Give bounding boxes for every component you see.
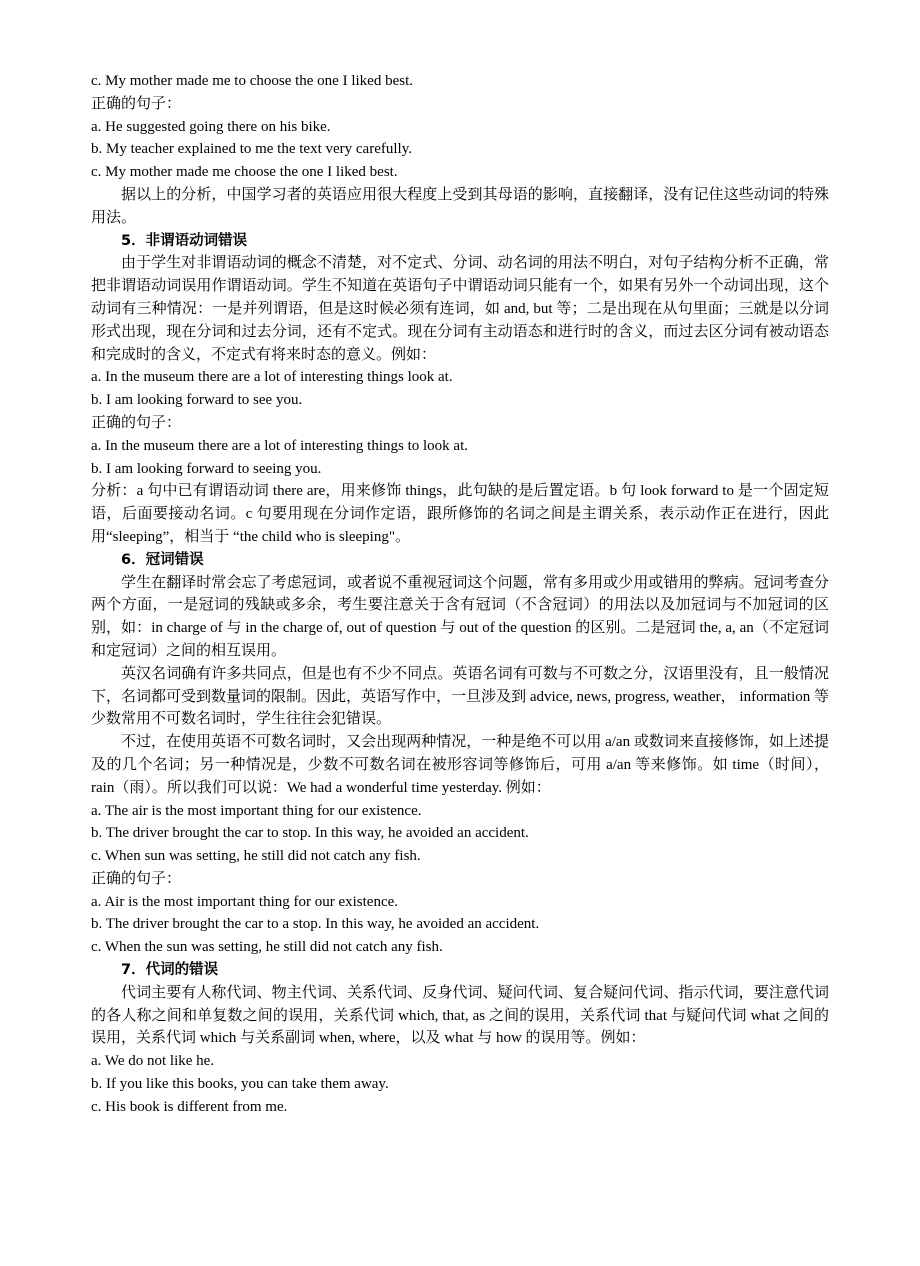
section-heading-6: 6．冠词错误 — [121, 551, 204, 568]
correct-sentences-label: 正确的句子： — [91, 95, 182, 112]
corrected-sentence: b. The driver brought the car to a stop. In this way, he avoided an accident. — [91, 916, 540, 933]
corrected-sentence: a. In the museum there are a lot of interesting things to look at. — [91, 437, 468, 454]
corrected-sentence: c. When the sun was setting, he still did not catch any fish. — [91, 939, 443, 956]
section-7-paragraph: 代词主要有人称代词、物主代词、关系代词、反身代词、疑问代词、复合疑问代词、指示代词，要注意代词的各人称之间和单复数之间的误用，关系代词 which, that, as 之间的误用，关系代词 that 与疑问代词 what 之间的误用，关系代词 which 与关系副词 when, where，以及 what 与 how 的误用等。例如： — [91, 984, 829, 1047]
section-6-paragraph: 学生在翻译时常会忘了考虑冠词，或者说不重视冠词这个问题，常有多用或少用或错用的弊病。冠词考查分两个方面，一是冠词的残缺或多余，考生要注意关于含有冠词（不含冠词）的用法以及加冠词与不加冠词的区别，如：in charge of 与 in the charge of, out of question 与 out of the question 的区别。二是冠词 the, a, an（不定冠词和定冠词）之间的相互误用。 — [91, 574, 829, 659]
example-sentence: a. The air is the most important thing for our existence. — [91, 802, 422, 819]
summary-paragraph: 据以上的分析，中国学习者的英语应用很大程度上受到其母语的影响，直接翻译，没有记住这些动词的特殊用法。 — [91, 186, 829, 226]
correct-sentences-label: 正确的句子： — [91, 414, 182, 431]
section-heading-7: 7．代词的错误 — [121, 962, 219, 979]
corrected-sentence: b. My teacher explained to me the text very carefully. — [91, 141, 412, 158]
corrected-sentence: a. He suggested going there on his bike. — [91, 118, 331, 135]
example-sentence: b. I am looking forward to see you. — [91, 392, 303, 409]
document-page — [91, 70, 829, 1119]
example-sentence: b. If you like this books, you can take them away. — [91, 1076, 389, 1093]
correct-sentences-label: 正确的句子： — [91, 870, 182, 887]
section-6-paragraph: 不过，在使用英语不可数名词时，又会出现两种情况，一种是绝不可以用 a/an 或数词来直接修饰，如上述提及的几个名词；另一种情况是，少数不可数名词在被形容词等修饰后，可用 a/an 等来修饰。如 time（时间），rain（雨）。所以我们可以说：We had a wonderful time yesterday. 例如： — [91, 734, 829, 796]
example-sentence: a. In the museum there are a lot of interesting things look at. — [91, 369, 453, 386]
analysis-paragraph: 分析：a 句中已有谓语动词 there are，用来修饰 things，此句缺的是后置定语。b 句 look forward to 是一个固定短语，后面要接动名词。c 句要用现在分词作定语，跟所修饰的名词之间是主谓关系，表示动作正在进行，因此用“sleeping”，相当于 “the child who is sleeping"。 — [91, 483, 829, 545]
example-sentence: b. The driver brought the car to stop. In this way, he avoided an accident. — [91, 825, 529, 842]
example-sentence: c. When sun was setting, he still did not catch any fish. — [91, 848, 421, 865]
corrected-sentence: a. Air is the most important thing for our existence. — [91, 893, 399, 910]
corrected-sentence: b. I am looking forward to seeing you. — [91, 460, 322, 477]
example-sentence: c. My mother made me to choose the one I liked best. — [91, 73, 413, 89]
corrected-sentence: c. My mother made me choose the one I liked best. — [91, 164, 398, 181]
example-sentence: a. We do not like he. — [91, 1053, 215, 1070]
example-sentence: c. His book is different from me. — [91, 1098, 288, 1115]
section-6-paragraph: 英汉名词确有许多共同点，但是也有不少不同点。英语名词有可数与不可数之分，汉语里没有，且一般情况下，名词都可受到数量词的限制。因此，英语写作中，一旦涉及到 advice, news, progress, weather， information 等少数常用不可数名词时，学生往往会犯错误。 — [91, 665, 829, 728]
section-heading-5: 5．非谓语动词错误 — [121, 232, 248, 249]
section-5-paragraph: 由于学生对非谓语动词的概念不清楚，对不定式、分词、动名词的用法不明白，对句子结构分析不正确，常把非谓语动词误用作谓语动词。学生不知道在英语句子中谓语动词只能有一个，如果有另外一个动词出现，这个动词有三种情况：一是并列谓语，但是这时候必须有连词，如 and, but 等；二是出现在从句里面；三就是以分词形式出现，现在分词和过去分词，还有不定式。现在分词有主动语态和进行时的含义，而过去区分词有被动语态和完成时的含义，不定式有将来时态的意义。例如： — [91, 255, 829, 363]
